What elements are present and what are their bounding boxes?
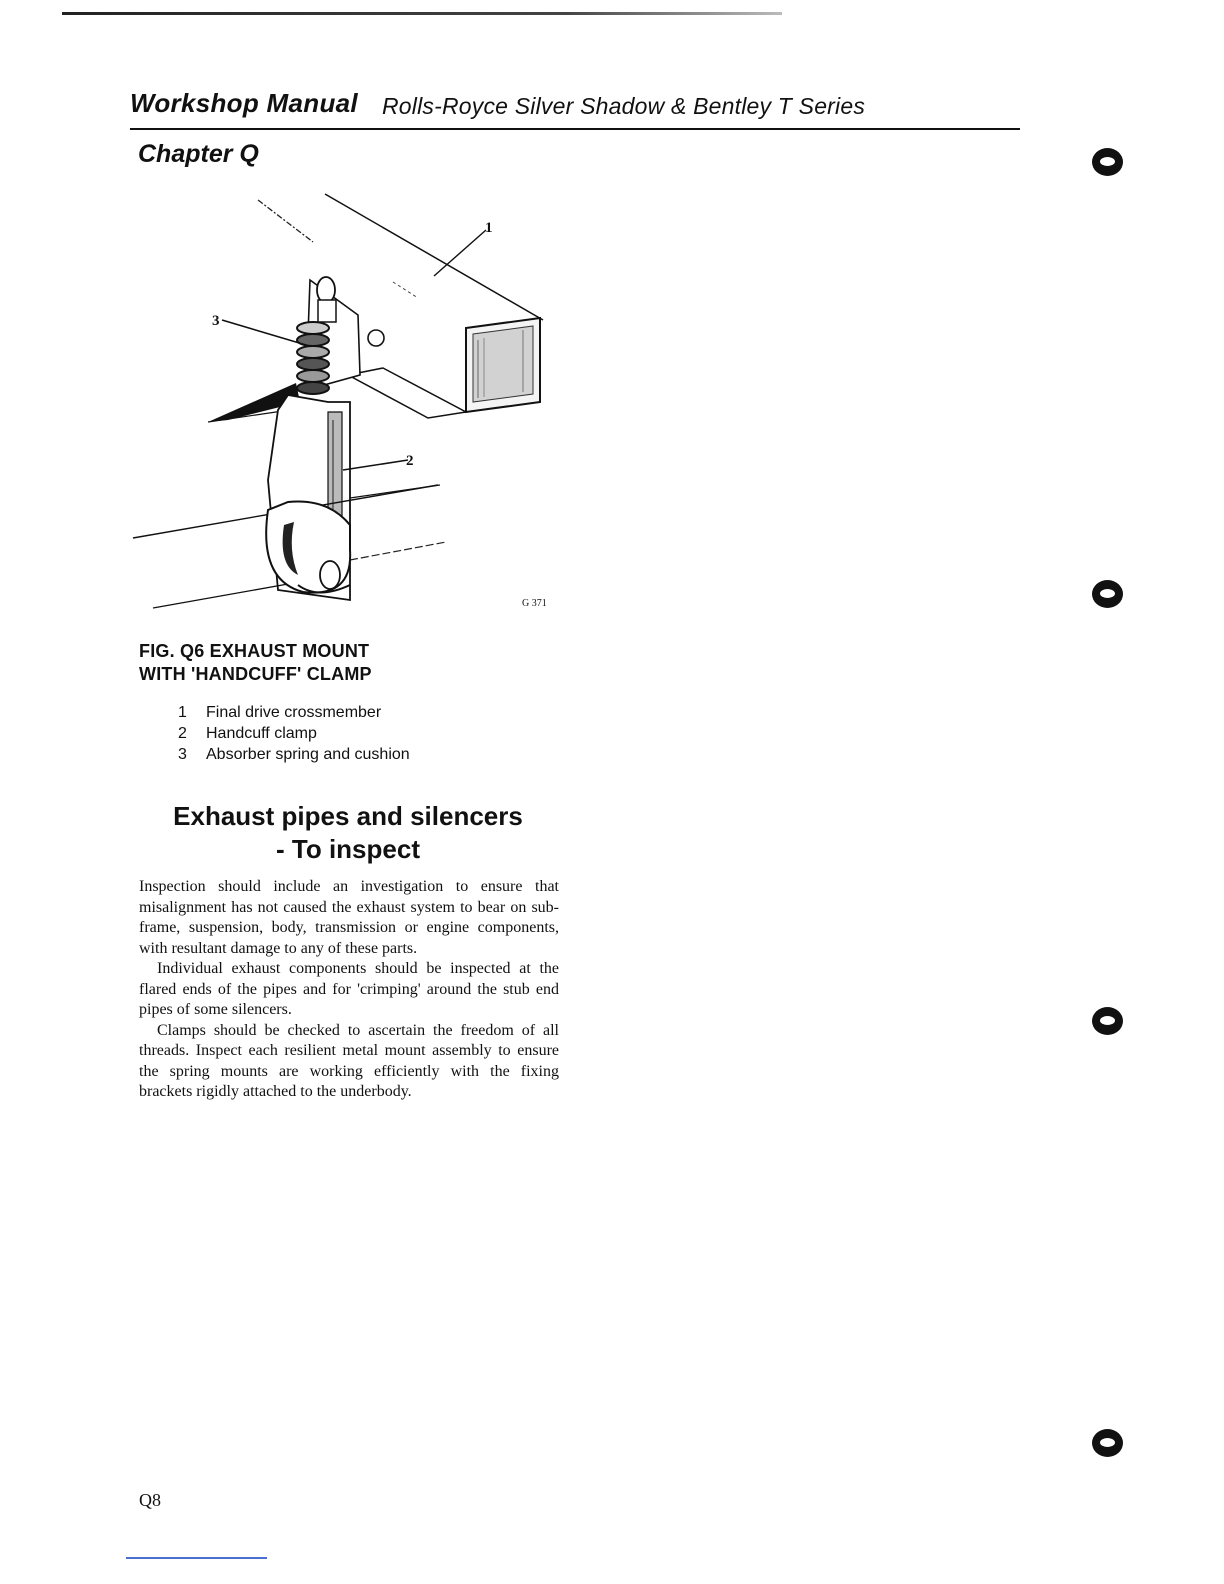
legend-text: Absorber spring and cushion [206,746,410,763]
bottom-rule [126,1557,267,1559]
bracket-bolt [368,330,384,346]
binder-hole-icon [1092,148,1123,176]
top-rule [62,12,782,15]
chapter-title: Chapter Q [138,140,259,168]
section-body [139,877,559,1103]
body-paragraph: Inspection should include an investigation to ensure that misalignment has not caused the exhaust system to bear on sub-frame, suspension, body, transmission or engine components, with resultant damage to any of these parts. [139,878,559,957]
binder-hole-icon [1092,580,1123,608]
callout-1: 1 [485,220,493,236]
figure-caption-line-1: FIG. Q6 EXHAUST MOUNT [139,641,370,661]
legend-text: Final drive crossmember [206,704,382,721]
legend-item [178,744,410,765]
callout-2: 2 [406,453,414,469]
exhaust-pipe-bottom-line [153,584,288,608]
exhaust-pipe-lower-line [350,542,446,560]
legend-number: 2 [178,725,187,742]
crossmember-top-line [325,194,543,320]
body-paragraph: Individual exhaust components should be inspected at the flared ends of the pipes and for 'crimping' around the stub end pipes of some silencers. [139,960,559,1018]
clamp-pin [320,561,340,589]
legend-number: 3 [178,746,187,763]
body-paragraph: Clamps should be checked to ascertain the freedom of all threads. Inspect each resilient metal mount assembly to ensure the spring mounts are working efficiently with the fixing brackets rigidly attached to the underbody. [139,1021,559,1100]
manual-title: Workshop Manual [130,88,358,118]
crossmember-lower-line [393,282,418,298]
stud-shaft [318,300,336,322]
crossmember-box-inner [473,326,533,402]
legend-item [178,723,410,744]
section-heading-line-1: Exhaust pipes and silencers [173,801,523,831]
exhaust-pipe-mid-line [350,485,440,498]
section-heading [140,800,556,866]
manual-subtitle: Rolls-Royce Silver Shadow & Bentley T Series [382,93,866,119]
callout-2-leader [343,460,408,470]
callout-3: 3 [212,313,220,329]
page-number: Q8 [139,1490,161,1510]
exhaust-mount-illustration [128,180,578,620]
section-heading-line-2: - To inspect [276,834,420,864]
crossmember-lower-face [348,368,466,418]
callout-3-leader [222,320,306,345]
binder-hole-icon [1092,1429,1123,1457]
figure-caption [139,640,372,686]
stud-top [317,277,335,303]
binder-hole-icon [1092,1007,1123,1035]
crossmember-edge-line [258,200,313,242]
figure-caption-line-2: WITH 'HANDCUFF' CLAMP [139,664,372,684]
callout-1-leader [434,230,486,276]
figure-code: G 371 [522,598,547,609]
page-header [130,88,1020,130]
legend-text: Handcuff clamp [206,725,317,742]
legend-item [178,702,410,723]
legend-number: 1 [178,704,187,721]
figure-legend [178,702,410,765]
